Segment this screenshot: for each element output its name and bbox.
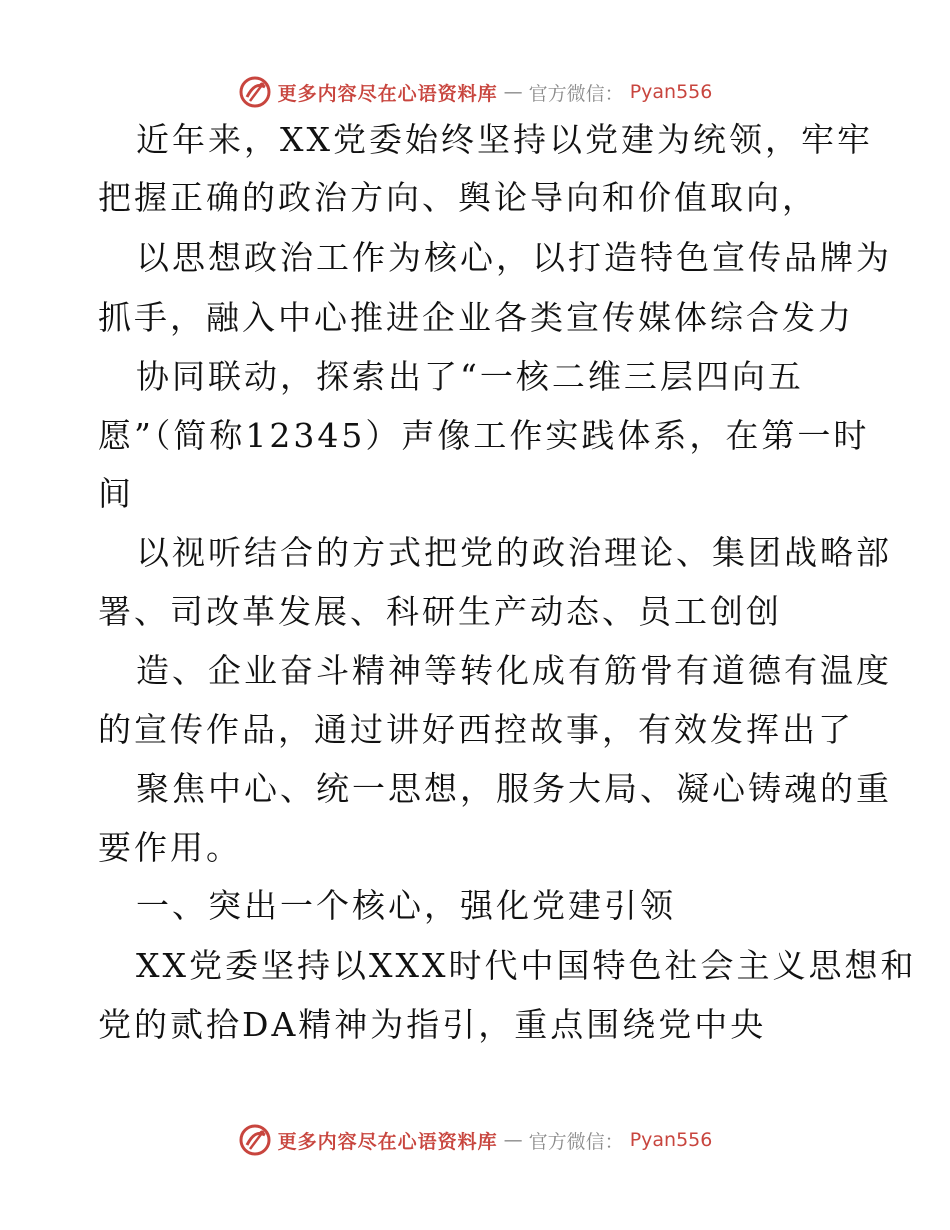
watermark-wechat-label: 官方微信： — [528, 82, 624, 105]
body-line: 抓手，融入中心推进企业各类宣传媒体综合发力 — [98, 298, 854, 337]
brand-logo-icon — [238, 75, 272, 109]
footer-watermark — [0, 1120, 950, 1160]
body-line: 聚焦中心、统一思想，服务大局、凝心铸魂的重 — [136, 769, 892, 808]
header-watermark — [0, 72, 950, 112]
body-line: 把握正确的政治方向、舆论导向和价值取向， — [98, 178, 818, 217]
body-line: 党的贰拾DA精神为指引，重点围绕党中央 — [98, 1005, 767, 1044]
section-heading: 一、突出一个核心，强化党建引领 — [136, 886, 676, 925]
watermark-wechat-id: Pyan556 — [629, 1129, 713, 1151]
body-line: 以视听结合的方式把党的政治理论、集团战略部 — [136, 533, 892, 572]
body-line: 协同联动，探索出了“一核二维三层四向五 — [136, 357, 804, 396]
watermark-wechat-label: 官方微信： — [528, 1130, 624, 1153]
body-line: 近年来，XX党委始终坚持以党建为统领，牢牢 — [136, 120, 873, 159]
watermark-brand-text: 更多内容尽在心语资料库 — [277, 1130, 498, 1153]
brand-logo-icon — [238, 1123, 272, 1157]
body-line: 间 — [98, 474, 134, 513]
watermark-separator: — — [503, 1129, 523, 1151]
body-line: 愿”（简称12345）声像工作实践体系，在第一时 — [98, 416, 870, 455]
body-line: 署、司改革发展、科研生产动态、员工创创 — [98, 592, 782, 631]
watermark-brand-text: 更多内容尽在心语资料库 — [277, 82, 498, 105]
body-line: 要作用。 — [98, 828, 242, 867]
body-line: 以思想政治工作为核心，以打造特色宣传品牌为 — [136, 238, 892, 277]
body-line: 的宣传作品，通过讲好西控故事，有效发挥出了 — [98, 710, 854, 749]
watermark-separator: — — [503, 81, 523, 103]
body-line: 造、企业奋斗精神等转化成有筋骨有道德有温度 — [136, 651, 892, 690]
body-line: XX党委坚持以XXX时代中国特色社会主义思想和 — [136, 946, 917, 985]
watermark-wechat-id: Pyan556 — [629, 81, 713, 103]
